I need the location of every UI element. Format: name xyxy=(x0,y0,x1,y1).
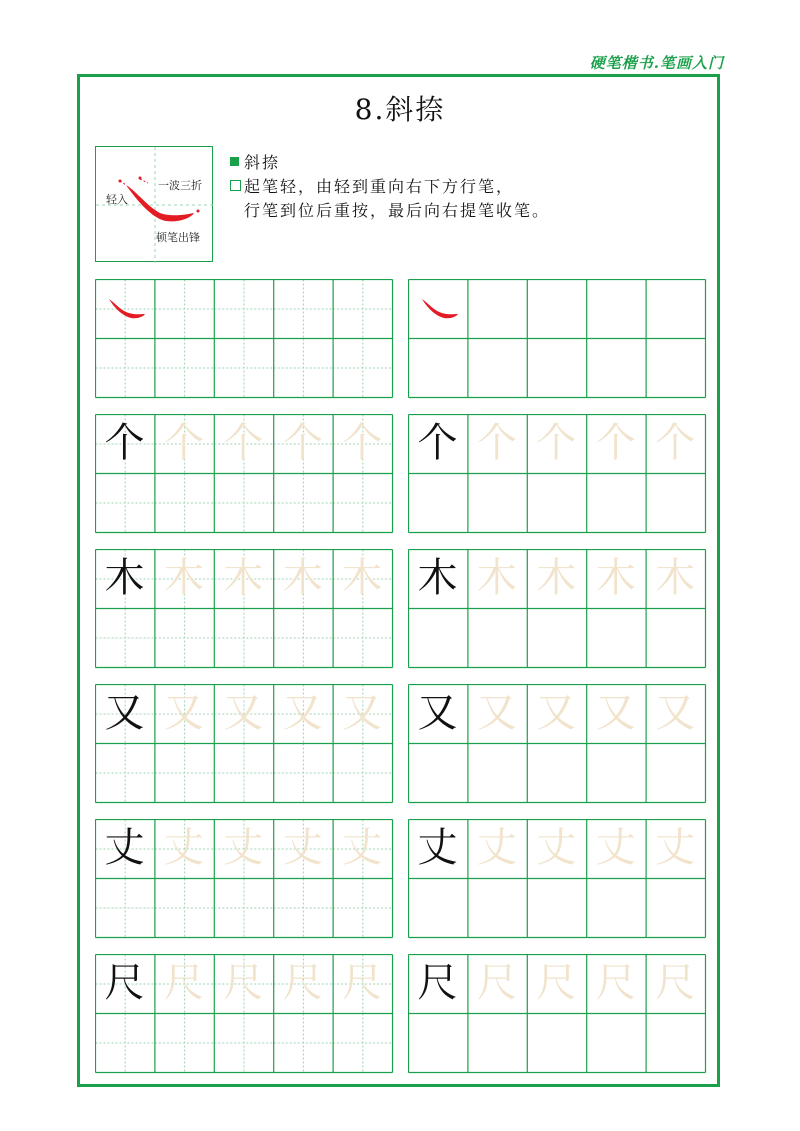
practice-cell[interactable] xyxy=(586,684,645,743)
trace-character: 木 xyxy=(282,555,323,601)
practice-cell[interactable] xyxy=(273,279,332,338)
practice-cell[interactable] xyxy=(214,549,273,608)
practice-cell[interactable] xyxy=(646,954,705,1013)
practice-cell[interactable] xyxy=(408,819,467,878)
model-character: 木 xyxy=(104,555,145,601)
trace-character: 又 xyxy=(536,690,577,736)
trace-character: 木 xyxy=(655,555,696,601)
practice-cell[interactable] xyxy=(154,954,213,1013)
practice-cell[interactable] xyxy=(214,819,273,878)
trace-character: 木 xyxy=(163,555,204,601)
model-character: 个 xyxy=(417,420,458,466)
trace-character: 尺 xyxy=(163,960,204,1006)
practice-cell[interactable] xyxy=(467,549,526,608)
practice-cell[interactable] xyxy=(646,414,705,473)
practice-cell[interactable] xyxy=(95,819,154,878)
practice-cell[interactable] xyxy=(333,819,392,878)
model-character: 木 xyxy=(417,555,458,601)
practice-cell[interactable] xyxy=(95,279,154,338)
model-character: 尺 xyxy=(104,960,145,1006)
trace-character: 尺 xyxy=(655,960,696,1006)
trace-character: 丈 xyxy=(655,825,696,871)
practice-cell[interactable] xyxy=(214,414,273,473)
practice-cell[interactable] xyxy=(467,954,526,1013)
page-header: 硬笔楷书.笔画入门 xyxy=(589,54,724,72)
trace-character: 丈 xyxy=(476,825,517,871)
practice-cell[interactable] xyxy=(586,819,645,878)
trace-character: 木 xyxy=(342,555,383,601)
trace-character: 又 xyxy=(342,690,383,736)
practice-cell[interactable] xyxy=(95,549,154,608)
practice-cell[interactable] xyxy=(467,414,526,473)
practice-cell[interactable] xyxy=(586,549,645,608)
practice-cell[interactable] xyxy=(586,279,645,338)
trace-character: 个 xyxy=(282,420,323,466)
page-title: 8.斜捺 xyxy=(354,93,446,126)
trace-character: 丈 xyxy=(595,825,636,871)
practice-cell[interactable] xyxy=(154,549,213,608)
practice-cell[interactable] xyxy=(527,279,586,338)
trace-character: 丈 xyxy=(536,825,577,871)
practice-cell[interactable] xyxy=(586,414,645,473)
practice-cell[interactable] xyxy=(586,954,645,1013)
demo-label-light-entry: 轻入 xyxy=(106,193,128,206)
trace-character: 又 xyxy=(223,690,264,736)
practice-cell[interactable] xyxy=(273,954,332,1013)
trace-character: 尺 xyxy=(342,960,383,1006)
trace-character: 个 xyxy=(476,420,517,466)
trace-character: 尺 xyxy=(595,960,636,1006)
practice-cell[interactable] xyxy=(95,954,154,1013)
model-character: 尺 xyxy=(417,960,458,1006)
model-character: 丈 xyxy=(104,825,145,871)
practice-cell[interactable] xyxy=(154,684,213,743)
practice-cell[interactable] xyxy=(333,954,392,1013)
practice-cell[interactable] xyxy=(333,279,392,338)
trace-character: 尺 xyxy=(536,960,577,1006)
description-heading: 斜捺 xyxy=(244,153,281,172)
stroke-description xyxy=(230,150,550,222)
practice-cell[interactable] xyxy=(527,819,586,878)
trace-character: 尺 xyxy=(476,960,517,1006)
trace-character: 丈 xyxy=(163,825,204,871)
trace-character: 丈 xyxy=(223,825,264,871)
practice-cell[interactable] xyxy=(408,954,467,1013)
practice-cell[interactable] xyxy=(646,279,705,338)
practice-cell[interactable] xyxy=(646,549,705,608)
practice-cell[interactable] xyxy=(154,819,213,878)
trace-character: 丈 xyxy=(342,825,383,871)
model-character: 个 xyxy=(104,420,145,466)
model-character: 又 xyxy=(104,690,145,736)
trace-character: 木 xyxy=(536,555,577,601)
practice-cell[interactable] xyxy=(214,954,273,1013)
practice-cell[interactable] xyxy=(95,414,154,473)
practice-cell[interactable] xyxy=(273,414,332,473)
practice-cell[interactable] xyxy=(408,684,467,743)
practice-cell[interactable] xyxy=(333,414,392,473)
trace-character: 又 xyxy=(282,690,323,736)
demo-label-press-out: 顿笔出锋 xyxy=(156,231,200,244)
trace-character: 木 xyxy=(223,555,264,601)
practice-cell[interactable] xyxy=(154,279,213,338)
trace-character: 木 xyxy=(595,555,636,601)
trace-character: 丈 xyxy=(282,825,323,871)
heading-marker xyxy=(230,157,239,166)
practice-cell[interactable] xyxy=(333,684,392,743)
trace-character: 个 xyxy=(655,420,696,466)
practice-cell[interactable] xyxy=(95,684,154,743)
practice-cell[interactable] xyxy=(527,549,586,608)
trace-character: 个 xyxy=(595,420,636,466)
trace-character: 个 xyxy=(536,420,577,466)
trace-character: 个 xyxy=(223,420,264,466)
practice-cell[interactable] xyxy=(154,414,213,473)
practice-cell[interactable] xyxy=(527,414,586,473)
practice-cell[interactable] xyxy=(408,279,467,338)
trace-character: 木 xyxy=(476,555,517,601)
practice-cell[interactable] xyxy=(273,549,332,608)
trace-character: 又 xyxy=(476,690,517,736)
practice-cell[interactable] xyxy=(214,684,273,743)
practice-cell[interactable] xyxy=(273,684,332,743)
practice-cell[interactable] xyxy=(646,684,705,743)
slant-stroke-icon xyxy=(95,279,154,338)
slant-stroke-icon xyxy=(408,279,467,338)
trace-character: 个 xyxy=(342,420,383,466)
practice-cell[interactable] xyxy=(467,819,526,878)
trace-character: 又 xyxy=(595,690,636,736)
practice-cell[interactable] xyxy=(527,954,586,1013)
practice-cell[interactable] xyxy=(467,279,526,338)
demo-label-wave: 一波三折 xyxy=(158,179,202,192)
practice-cell[interactable] xyxy=(408,549,467,608)
practice-cell[interactable] xyxy=(527,684,586,743)
description-line-1: 起笔轻，由轻到重向右下方行笔， xyxy=(244,177,515,196)
practice-cell[interactable] xyxy=(467,684,526,743)
practice-cell[interactable] xyxy=(333,549,392,608)
practice-cell[interactable] xyxy=(214,279,273,338)
trace-character: 又 xyxy=(655,690,696,736)
description-line-2: 行笔到位后重按，最后向右提笔收笔。 xyxy=(244,201,551,220)
bullet-box-icon xyxy=(230,180,241,191)
trace-character: 尺 xyxy=(282,960,323,1006)
trace-character: 又 xyxy=(163,690,204,736)
practice-cell[interactable] xyxy=(646,819,705,878)
trace-character: 个 xyxy=(163,420,204,466)
model-character: 丈 xyxy=(417,825,458,871)
stroke-demo-box xyxy=(95,146,213,262)
practice-cell[interactable] xyxy=(408,414,467,473)
practice-cell[interactable] xyxy=(273,819,332,878)
trace-character: 尺 xyxy=(223,960,264,1006)
model-character: 又 xyxy=(417,690,458,736)
